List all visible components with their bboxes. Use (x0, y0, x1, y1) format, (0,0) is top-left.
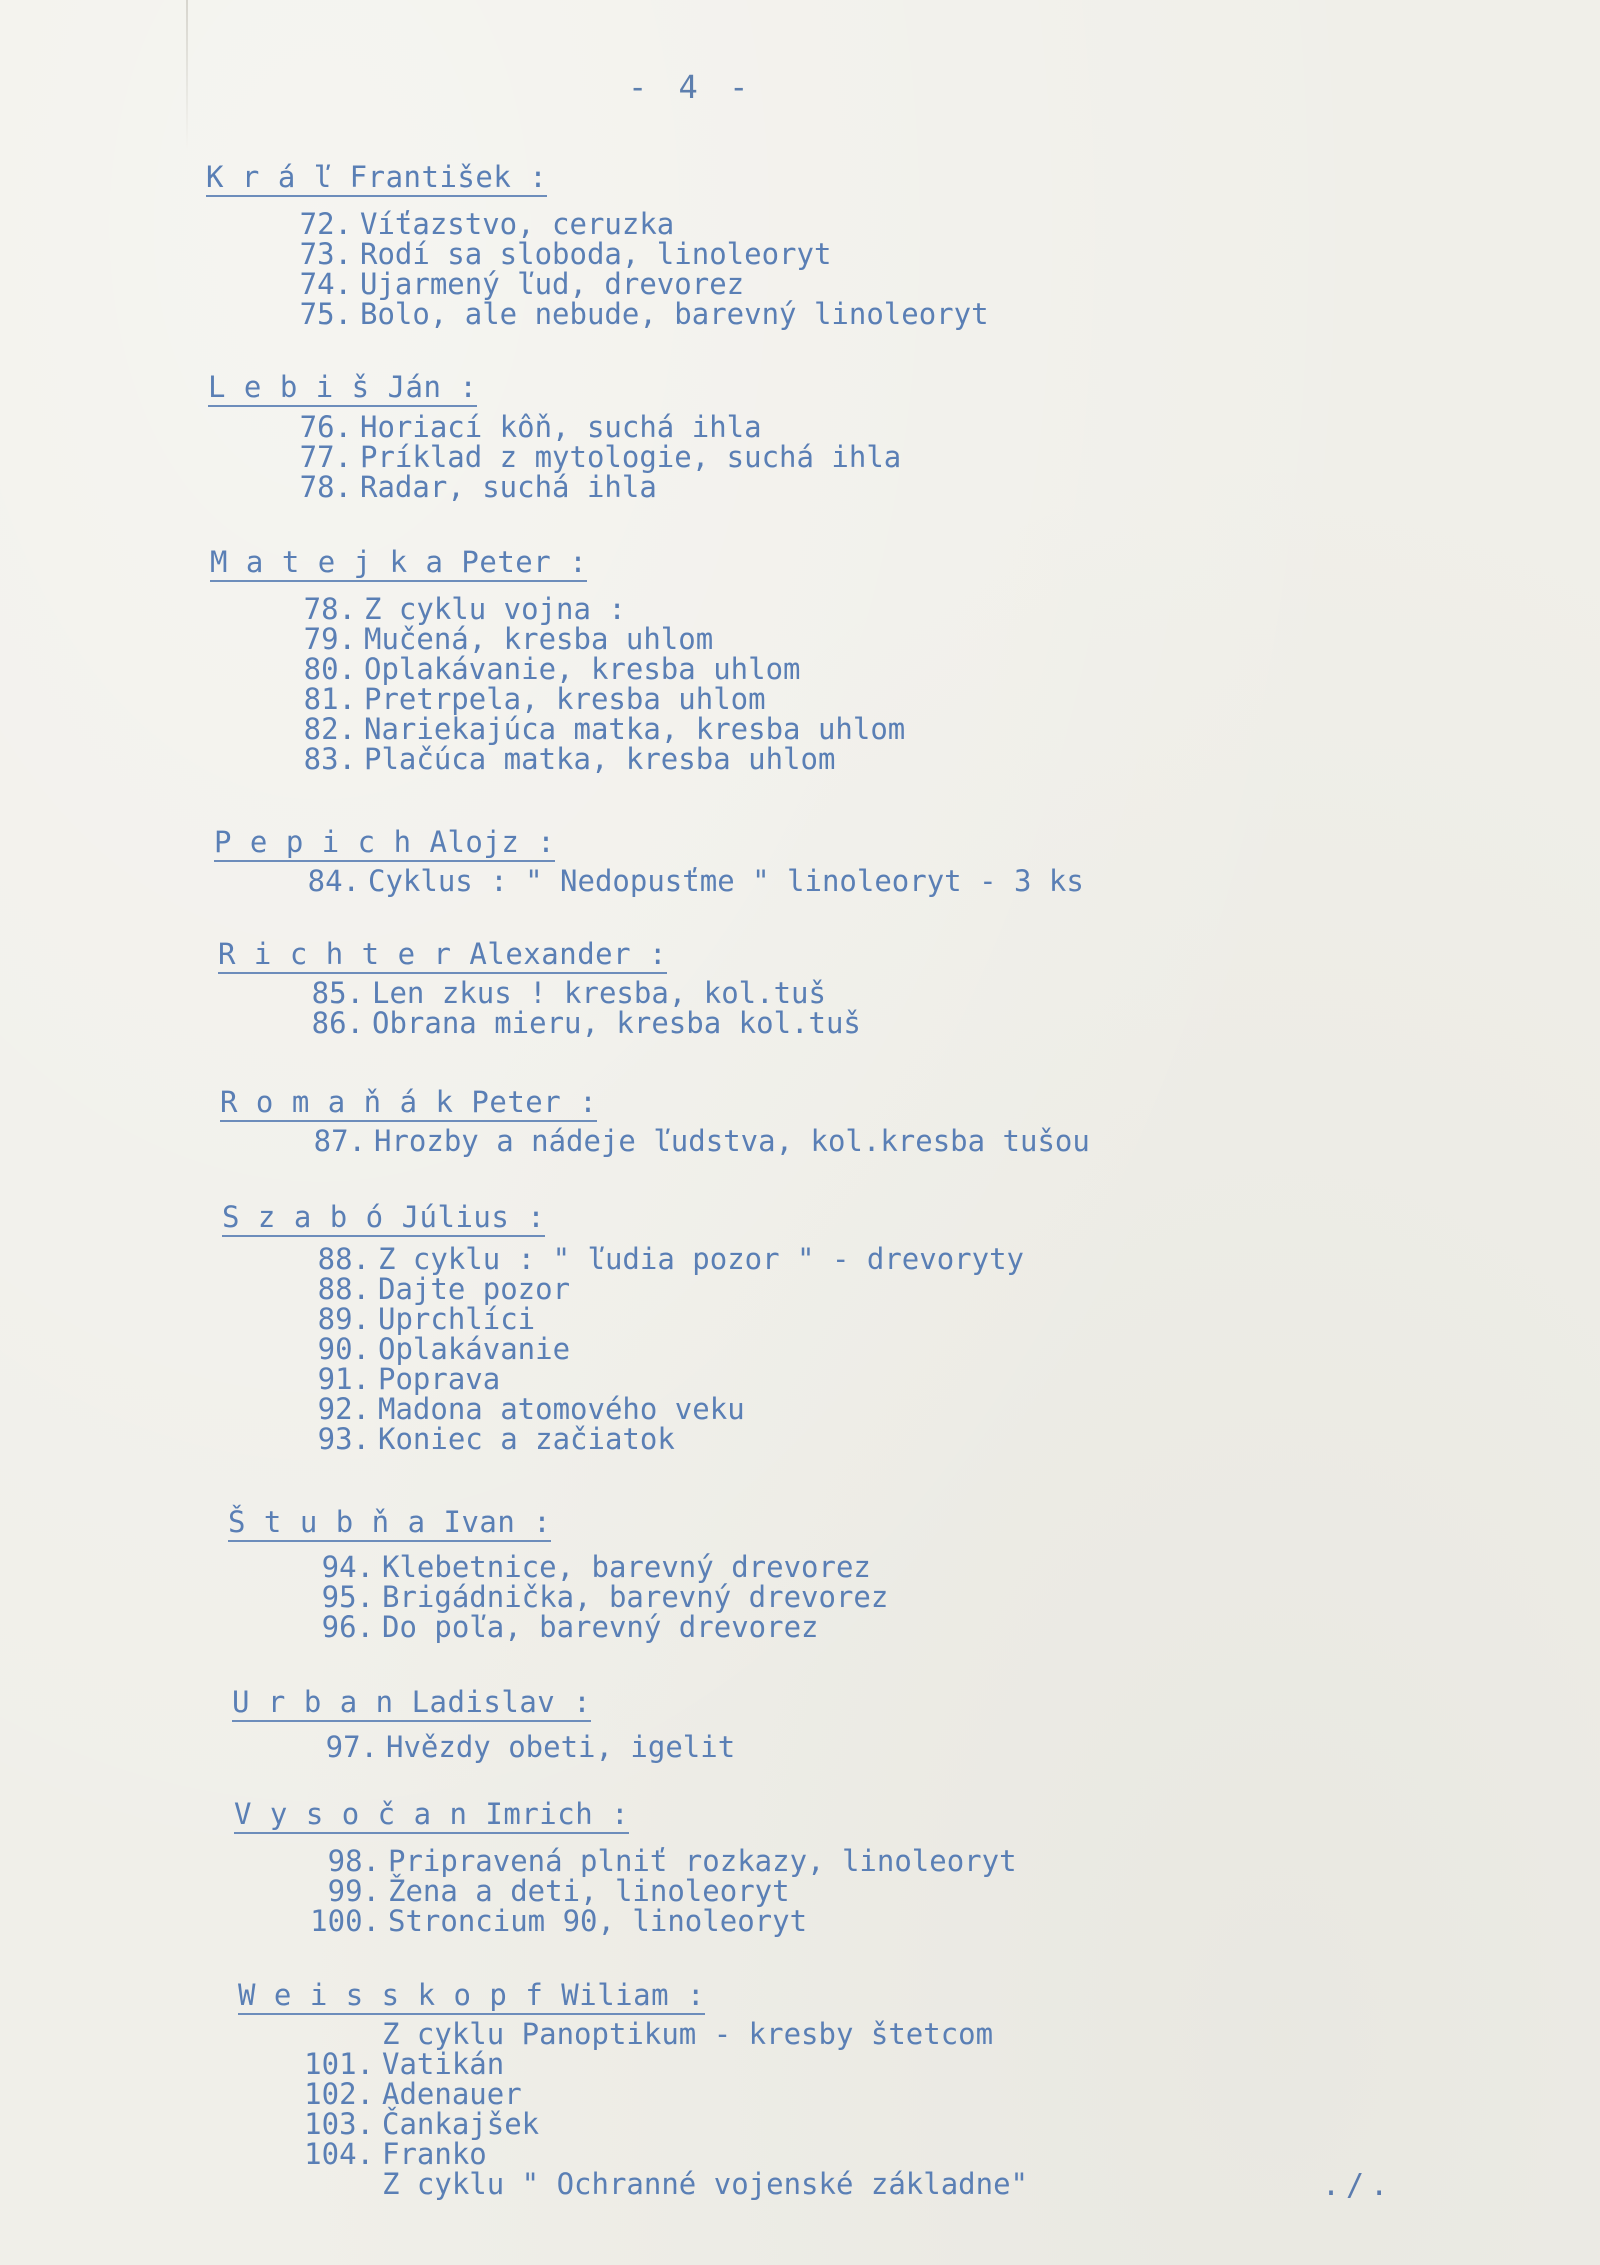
item-number: 78. (299, 470, 352, 504)
item-text: Franko (382, 2137, 487, 2171)
item-number: 104. (304, 2137, 374, 2171)
list-item (272, 440, 902, 474)
item-number: 75. (299, 297, 352, 331)
item-text: Z cyklu " Ochranné vojenské základne" (382, 2167, 1029, 2201)
artist-name: S z a b ó Július : (222, 1200, 545, 1237)
item-text: Stroncium 90, linoleoryt (388, 1904, 808, 1938)
list-item (272, 207, 675, 241)
item-text: Brigádnička, barevný drevorez (382, 1580, 889, 1614)
item-number: 83. (303, 742, 356, 776)
list-item (300, 1904, 808, 1938)
artist-name: U r b a n Ladislav : (232, 1685, 591, 1722)
artist-name: P e p i c h Alojz : (214, 825, 555, 862)
artist-name: W e i s s k o p f Wiliam : (238, 1978, 705, 2015)
artist-name: V y s o č a n Imrich : (234, 1797, 629, 1834)
item-number: 90. (317, 1332, 370, 1366)
list-item (294, 1610, 819, 1644)
list-item (300, 1874, 790, 1908)
list-item (290, 1392, 745, 1426)
list-item (272, 470, 657, 504)
list-item (272, 410, 762, 444)
item-number: 96. (321, 1610, 374, 1644)
item-text: Oplakávanie (378, 1332, 571, 1366)
list-item (294, 1580, 889, 1614)
list-item (294, 2077, 522, 2111)
item-text: Víťazstvo, ceruzka (360, 207, 675, 241)
continuation-mark: ./. (1322, 2168, 1395, 2203)
item-text: Z cyklu : " ľudia pozor " - drevoryty (378, 1242, 1025, 1276)
item-text: Oplakávanie, kresba uhlom (364, 652, 801, 686)
list-item (290, 1272, 571, 1306)
item-text: Žena a deti, linoleoryt (388, 1874, 790, 1908)
item-number: 86. (311, 1006, 364, 1040)
list-item-subtitle (382, 2017, 994, 2051)
item-number: 76. (299, 410, 352, 444)
item-number: 93. (317, 1422, 370, 1456)
item-number: 72. (299, 207, 352, 241)
item-text: Čankajšek (382, 2107, 540, 2141)
item-text: Koniec a začiatok (378, 1422, 675, 1456)
item-number: 81. (303, 682, 356, 716)
page-number: - 4 - (628, 68, 755, 106)
item-text: Bolo, ale nebude, barevný linoleoryt (360, 297, 989, 331)
list-item (294, 2137, 487, 2171)
item-text: Horiací kôň, suchá ihla (360, 410, 762, 444)
item-number: 98. (327, 1844, 380, 1878)
item-text: Rodí sa sloboda, linoleoryt (360, 237, 832, 271)
artist-name: L e b i š Ján : (208, 370, 477, 407)
item-number: 73. (299, 237, 352, 271)
item-text: Príklad z mytologie, suchá ihla (360, 440, 902, 474)
list-item (272, 267, 745, 301)
item-number: 77. (299, 440, 352, 474)
item-text: Cyklus : " Nedopusťme " linoleoryt - 3 ks (368, 864, 1084, 898)
item-text: Plačúca matka, kresba uhlom (364, 742, 836, 776)
item-text: Obrana mieru, kresba kol.tuš (372, 1006, 861, 1040)
item-text: Radar, suchá ihla (360, 470, 657, 504)
item-number: 102. (304, 2077, 374, 2111)
item-number: 95. (321, 1580, 374, 1614)
item-number: 92. (317, 1392, 370, 1426)
artist-name: Š t u b ň a Ivan : (228, 1505, 551, 1542)
list-item (290, 1422, 675, 1456)
item-number: 103. (304, 2107, 374, 2141)
item-text: Pripravená plniť rozkazy, linoleoryt (388, 1844, 1017, 1878)
list-item (294, 2047, 505, 2081)
list-item (290, 1242, 1025, 1276)
list-item (294, 2107, 540, 2141)
list-item-subtitle (382, 2167, 1029, 2201)
list-item (290, 1302, 536, 1336)
list-item (276, 652, 801, 686)
list-item (276, 742, 836, 776)
item-text: Dajte pozor (378, 1272, 571, 1306)
item-text: Ujarmený ľud, drevorez (360, 267, 745, 301)
item-number: 87. (313, 1124, 366, 1158)
item-number: 85. (311, 976, 364, 1010)
item-text: Mučená, kresba uhlom (364, 622, 714, 656)
list-item (284, 976, 826, 1010)
item-text: Hvězdy obeti, igelit (386, 1730, 736, 1764)
artist-name: R i c h t e r Alexander : (218, 937, 667, 974)
item-text: Len zkus ! kresba, kol.tuš (372, 976, 826, 1010)
item-text: Klebetnice, barevný drevorez (382, 1550, 871, 1584)
list-item (276, 712, 906, 746)
item-text: Madona atomového veku (378, 1392, 745, 1426)
item-text: Do poľa, barevný drevorez (382, 1610, 819, 1644)
item-number: 91. (317, 1362, 370, 1396)
artist-name: R o m a ň á k Peter : (220, 1085, 597, 1122)
list-item (298, 1730, 736, 1764)
list-item (284, 1006, 861, 1040)
item-number: 101. (304, 2047, 374, 2081)
list-item (286, 1124, 1090, 1158)
item-number: 79. (303, 622, 356, 656)
list-item (276, 682, 766, 716)
item-number: 89. (317, 1302, 370, 1336)
artist-name: M a t e j k a Peter : (210, 545, 587, 582)
paper-crease (186, 0, 188, 150)
list-item (290, 1332, 571, 1366)
item-text: Z cyklu vojna : (364, 592, 626, 626)
list-item (272, 297, 989, 331)
item-text: Poprava (378, 1362, 501, 1396)
item-number: 78. (303, 592, 356, 626)
item-text: Adenauer (382, 2077, 522, 2111)
item-text: Pretrpela, kresba uhlom (364, 682, 766, 716)
item-number: 82. (303, 712, 356, 746)
item-number: 74. (299, 267, 352, 301)
item-number: 88. (317, 1242, 370, 1276)
list-item (300, 1844, 1017, 1878)
item-text: Vatikán (382, 2047, 505, 2081)
list-item (272, 237, 832, 271)
item-text: Uprchlíci (378, 1302, 536, 1336)
item-number: 84. (307, 864, 360, 898)
item-number: 99. (327, 1874, 380, 1908)
item-number: 80. (303, 652, 356, 686)
item-text: Z cyklu Panoptikum - kresby štetcom (382, 2017, 994, 2051)
list-item (280, 864, 1084, 898)
item-text: Hrozby a nádeje ľudstva, kol.kresba tušou (374, 1124, 1090, 1158)
list-item (294, 1550, 871, 1584)
item-number: 88. (317, 1272, 370, 1306)
item-number: 94. (321, 1550, 374, 1584)
list-item (290, 1362, 501, 1396)
list-item (276, 592, 626, 626)
item-number: 100. (310, 1904, 380, 1938)
item-number: 97. (325, 1730, 378, 1764)
list-item (276, 622, 714, 656)
item-text: Nariekajúca matka, kresba uhlom (364, 712, 906, 746)
artist-name: K r á ľ František : (206, 160, 547, 197)
